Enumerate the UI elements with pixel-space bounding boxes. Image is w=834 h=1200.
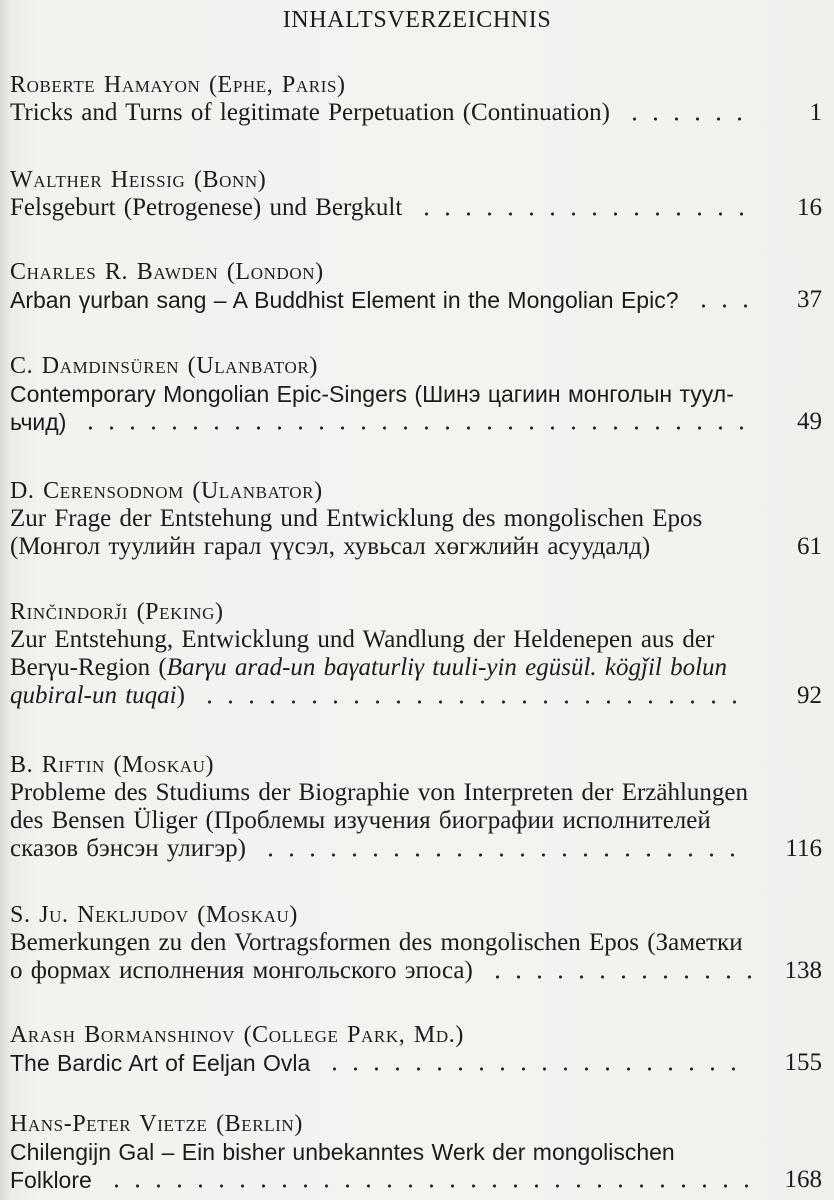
dot-leader <box>320 1049 752 1077</box>
toc-entry <box>10 901 822 985</box>
title-line: Zur Frage der Entstehung und Entwicklung des mongolischen Epos <box>10 505 703 532</box>
toc-entry <box>10 751 822 863</box>
title-line: Contemporary Mongolian Epic-Singers (Шинэ цагиин монголын туул- <box>10 381 734 407</box>
toc-entry <box>10 258 822 314</box>
title-text: (Монгол туулийн гарал үүсэл, хувьсал хөгжлийн асуудалд) <box>10 533 651 560</box>
author-line: Roberte Hamayon (Ephe, Paris) <box>10 72 346 98</box>
title-text: Folklore <box>10 1167 92 1193</box>
title-line: Zur Entstehung, Entwicklung und Wandlung der Heldenepen aus der <box>10 626 715 653</box>
author-line: Charles R. Bawden (London) <box>10 259 324 285</box>
page-number: 155 <box>784 1049 822 1076</box>
toc-entry <box>10 1110 822 1194</box>
title-line <box>10 99 822 127</box>
page-number: 92 <box>797 682 822 709</box>
title-line: Chilengijn Gal – Ein bisher unbekanntes Werk der mongolischen <box>10 1139 675 1165</box>
title-text: о формах исполнения монгольского эпоса) <box>10 957 473 984</box>
dot-leader <box>195 682 752 710</box>
toc-entry <box>10 598 822 710</box>
title-text: The Bardic Art of Eeljan Ovla <box>10 1050 311 1076</box>
title-text: ) <box>176 682 185 709</box>
toc-entry <box>10 1021 822 1077</box>
dot-leader <box>76 408 752 436</box>
title-line <box>10 194 822 222</box>
title-line <box>10 286 822 314</box>
dot-leader <box>102 1166 752 1194</box>
toc-entry <box>10 166 822 222</box>
toc-entry <box>10 71 822 127</box>
author-line: B. Riftin (Moskau) <box>10 752 215 778</box>
toc-entry <box>10 477 822 561</box>
title-text: сказов бэнсэн улигэр) <box>10 835 246 862</box>
title-line <box>10 1166 822 1194</box>
page-number: 16 <box>797 194 822 221</box>
dot-leader <box>689 286 753 314</box>
title-text: Arban γurban sang – A Buddhist Element in the Mongolian Epic? <box>10 287 679 313</box>
page-number: 138 <box>784 957 822 984</box>
title-text: ьчид) <box>10 409 67 435</box>
author-line: D. Cerensodnom (Ulanbator) <box>10 478 323 504</box>
dot-leader <box>620 99 752 127</box>
title-line <box>10 1049 822 1077</box>
title-text-italic: Barγu arad-un baγaturliγ tuuli-yin egüsül. kögǰil bolun <box>166 654 728 681</box>
title-line <box>10 682 822 710</box>
page-number: 168 <box>784 1166 822 1193</box>
toc-entry <box>10 352 822 436</box>
title-line: Bemerkungen zu den Vortragsformen des mongolischen Epos (Заметки <box>10 929 743 956</box>
title-text-italic: qubiral-un tuqai <box>10 682 177 709</box>
title-line: Probleme des Studiums der Biographie von Interpreten der Erzählungen <box>10 779 749 806</box>
page-number: 49 <box>797 408 822 435</box>
title-line: des Bensen Üliger (Проблемы изучения биографии исполнителей <box>10 807 711 834</box>
title-line <box>10 408 822 436</box>
title-line <box>10 835 822 863</box>
author-line: Hans-Peter Vietze (Berlin) <box>10 1111 303 1137</box>
dot-leader <box>256 835 752 863</box>
leader-gap <box>660 533 752 561</box>
author-line: S. Ju. Nekljudov (Moskau) <box>10 902 298 928</box>
page-number: 37 <box>797 286 822 313</box>
title-line <box>10 957 822 985</box>
title-text: Felsgeburt (Petrogenese) und Bergkult <box>10 194 403 221</box>
title-text: Berγu-Region ( <box>10 654 167 681</box>
title-line <box>10 533 822 561</box>
title-text <box>10 682 185 710</box>
page-number: 61 <box>797 533 822 560</box>
page-number: 116 <box>785 835 822 862</box>
page-number: 1 <box>809 99 822 126</box>
title-text: Tricks and Turns of legitimate Perpetuation (Continuation) <box>10 99 610 126</box>
dot-leader <box>483 957 752 985</box>
dot-leader <box>412 194 752 222</box>
author-line: C. Damdinsüren (Ulanbator) <box>10 353 318 379</box>
author-line: Walther Heissig (Bonn) <box>10 167 267 193</box>
toc-heading: INHALTSVERZEICHNIS <box>282 7 552 33</box>
author-line: Rinčindorǰi (Peking) <box>10 599 224 625</box>
title-line <box>10 654 822 682</box>
author-line: Arash Bormanshinov (College Park, Md.) <box>10 1022 464 1048</box>
